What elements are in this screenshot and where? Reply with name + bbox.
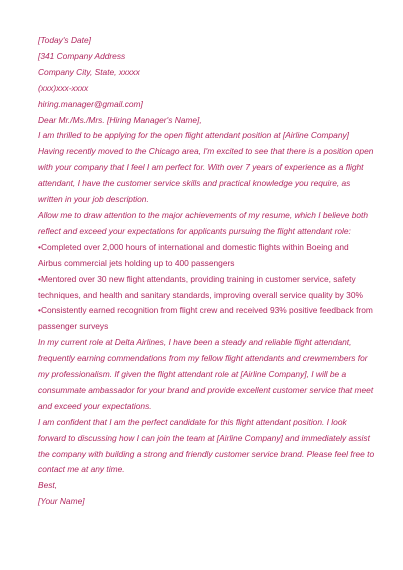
bullet-icon: •	[38, 241, 41, 252]
achievements-intro-line: reflect and exceed your expectations for applicants pursuing the flight attendant role:	[38, 225, 351, 236]
bullet-text: Completed over 2,000 hours of international and domestic flights within Boeing and	[40, 241, 349, 252]
intro-line: written in your job description.	[38, 194, 149, 205]
bullet-icon: •	[38, 305, 41, 316]
closing-line: forward to discussing how I can join the team at [Airline Company] and immediately assist	[38, 432, 370, 443]
bullet-text-continued: Airbus commercial jets holding up to 400 passengers	[38, 257, 235, 268]
salutation: Dear Mr./Ms./Mrs. [Hiring Manager's Name],	[38, 114, 202, 125]
date-line: [Today's Date]	[38, 35, 91, 45]
list-item	[38, 303, 385, 335]
closing-paragraph	[38, 415, 385, 479]
signature-name: [Your Name]	[38, 496, 85, 507]
bullet-text-continued: techniques, and health and sanitary standards, improving overall service quality by 30%	[38, 289, 363, 300]
current-role-line: consummate ambassador for your brand and provide excellent customer service that meet	[38, 384, 374, 395]
bullet-text: Mentored over 30 new flight attendants, providing training in customer service, safety	[40, 273, 356, 284]
closing-line: the company with building a strong and friendly customer service brand. Please feel free to	[38, 448, 375, 459]
bullet-text-continued: passenger surveys	[38, 321, 109, 332]
company-address: [341 Company Address	[38, 50, 126, 61]
list-item	[38, 272, 385, 304]
company-phone: (xxx)xxx-xxxx	[38, 82, 89, 93]
hiring-manager-email: hiring.manager@gmail.com]	[38, 98, 143, 109]
closing-line: contact me at any time.	[38, 464, 125, 475]
current-role-line: frequently earning commendations from my fellow flight attendants and crewmembers for	[38, 353, 368, 364]
letter-header	[38, 33, 385, 113]
intro-line: attendant, I have the customer service skills and practical knowledge you require, as	[38, 178, 351, 189]
closing-line: I am confident that I am the perfect candidate for this flight attendant position. I look	[38, 416, 347, 427]
bullet-icon: •	[38, 273, 41, 284]
list-item	[38, 240, 385, 272]
achievements-list	[38, 240, 385, 335]
intro-paragraph	[38, 128, 385, 208]
company-city-state: Company City, State, xxxxx	[38, 66, 140, 77]
bullet-text: Consistently earned recognition from flight crew and received 93% positive feedback from	[40, 305, 373, 316]
current-role-line: my professionalism. If given the flight attendant role at [Airline Company], I will be a	[38, 369, 347, 380]
signoff: Best,	[38, 480, 58, 491]
achievements-intro-line: Allow me to draw attention to the major achievements of my resume, which I believe both	[38, 209, 369, 220]
current-role-paragraph	[38, 335, 385, 415]
current-role-line: In my current role at Delta Airlines, I have been a steady and reliable flight attendant,	[38, 337, 352, 348]
intro-line: Having recently moved to the Chicago area, I'm excited to see that there is a position open	[38, 146, 374, 157]
current-role-line: and exceed your expectations.	[38, 400, 152, 411]
achievements-intro-paragraph	[38, 208, 385, 240]
intro-line: I am thrilled to be applying for the open flight attendant position at [Airline Company]	[38, 130, 349, 141]
intro-line: with your company that I feel I am perfect for. With over 7 years of experience as a flight	[38, 162, 364, 173]
